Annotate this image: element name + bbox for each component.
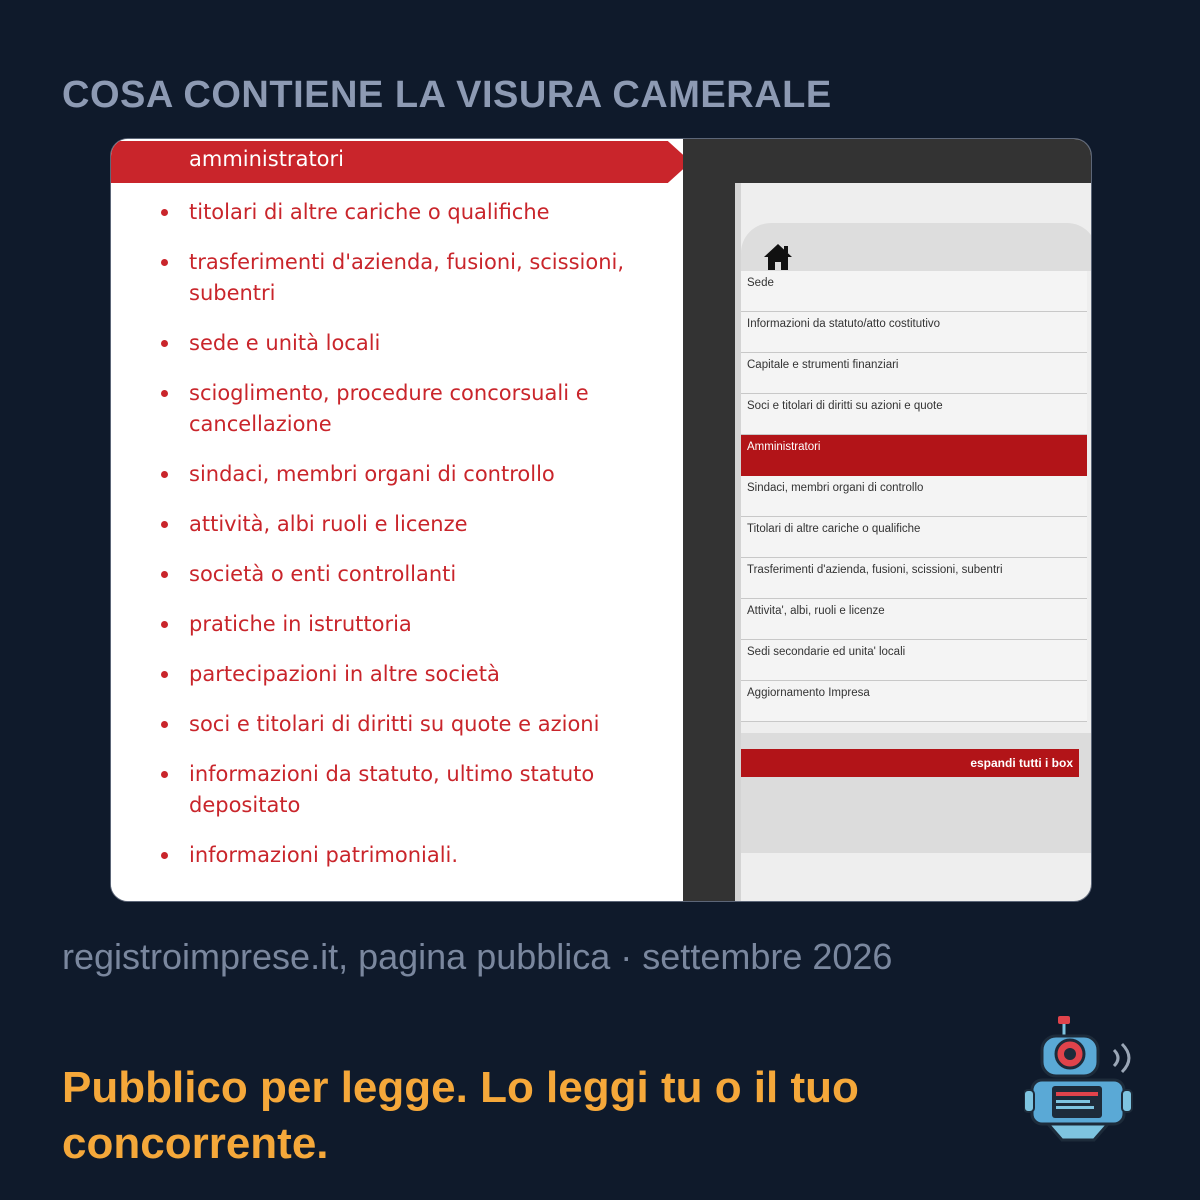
bullet-icon bbox=[161, 471, 168, 478]
bullet-icon bbox=[161, 209, 168, 216]
bullet-icon bbox=[161, 721, 168, 728]
screenshot-card bbox=[110, 138, 1092, 902]
menu-item[interactable]: Sedi secondarie ed unita' locali bbox=[741, 640, 1087, 681]
contents-list-item-label: attività, albi ruoli e licenze bbox=[189, 512, 468, 536]
contents-list-item bbox=[155, 840, 655, 871]
source-caption: registroimprese.it, pagina pubblica · settembre 2026 bbox=[62, 936, 893, 977]
contents-list-item bbox=[155, 509, 655, 540]
contents-list-item bbox=[155, 378, 655, 440]
registry-page-panel bbox=[683, 139, 1091, 901]
contents-list-item-label: società o enti controllanti bbox=[189, 562, 457, 586]
menu-item[interactable]: Trasferimenti d'azienda, fusioni, scissioni, subentri bbox=[741, 558, 1087, 599]
contents-list-item-label: informazioni da statuto, ultimo statuto depositato bbox=[189, 762, 595, 817]
contents-list-item-label: partecipazioni in altre società bbox=[189, 662, 500, 686]
bullet-icon bbox=[161, 259, 168, 266]
contents-list-item bbox=[155, 759, 655, 821]
contents-list-item bbox=[155, 659, 655, 690]
contents-list-item bbox=[155, 609, 655, 640]
expand-all-button[interactable]: espandi tutti i box bbox=[741, 749, 1079, 777]
bullet-icon bbox=[161, 852, 168, 859]
contents-list-item-label: informazioni patrimoniali. bbox=[189, 843, 459, 867]
contents-list-item-label: titolari di altre cariche o qualifiche bbox=[189, 200, 550, 224]
contents-list-item-label: sede e unità locali bbox=[189, 331, 381, 355]
contents-list-item bbox=[155, 709, 655, 740]
tagline: Pubblico per legge. Lo leggi tu o il tuo concorrente. bbox=[62, 1063, 859, 1168]
menu-item[interactable]: Amministratori bbox=[741, 435, 1087, 476]
section-menu bbox=[741, 271, 1087, 722]
page-heading: COSA CONTIENE LA VISURA CAMERALE bbox=[62, 74, 832, 116]
contents-list bbox=[155, 197, 655, 890]
menu-item[interactable]: Informazioni da statuto/atto costitutivo bbox=[741, 312, 1087, 353]
menu-item[interactable]: Attivita', albi, ruoli e licenze bbox=[741, 599, 1087, 640]
contents-list-item bbox=[155, 559, 655, 590]
contents-list-item-label: soci e titolari di diritti su quote e azioni bbox=[189, 712, 600, 736]
menu-item[interactable]: Sede bbox=[741, 271, 1087, 312]
contents-list-item bbox=[155, 459, 655, 490]
contents-list-item bbox=[155, 328, 655, 359]
screen-header bbox=[741, 223, 1092, 271]
ribbon-label: amministratori bbox=[189, 147, 344, 171]
menu-item[interactable]: Sindaci, membri organi di controllo bbox=[741, 476, 1087, 517]
bullet-icon bbox=[161, 340, 168, 347]
menu-item[interactable]: Titolari di altre cariche o qualifiche bbox=[741, 517, 1087, 558]
home-icon[interactable] bbox=[763, 243, 793, 271]
contents-list-item-label: sindaci, membri organi di controllo bbox=[189, 462, 555, 486]
menu-item[interactable]: Capitale e strumenti finanziari bbox=[741, 353, 1087, 394]
bullet-icon bbox=[161, 671, 168, 678]
bullet-icon bbox=[161, 521, 168, 528]
menu-item[interactable]: Soci e titolari di diritti su azioni e quote bbox=[741, 394, 1087, 435]
contents-list-item-label: scioglimento, procedure concorsuali e cancellazione bbox=[189, 381, 589, 436]
bullet-icon bbox=[161, 390, 168, 397]
robot-mascot-icon bbox=[1024, 1014, 1144, 1144]
registry-page-screen bbox=[735, 183, 1092, 901]
contents-list-item-label: trasferimenti d'azienda, fusioni, scissioni, subentri bbox=[189, 250, 625, 305]
bullet-icon bbox=[161, 771, 168, 778]
contents-list-item bbox=[155, 247, 655, 309]
bullet-icon bbox=[161, 571, 168, 578]
bullet-icon bbox=[161, 621, 168, 628]
contents-list-item bbox=[155, 197, 655, 228]
contents-list-panel bbox=[111, 139, 683, 901]
contents-list-item-label: pratiche in istruttoria bbox=[189, 612, 412, 636]
menu-item[interactable]: Aggiornamento Impresa bbox=[741, 681, 1087, 722]
